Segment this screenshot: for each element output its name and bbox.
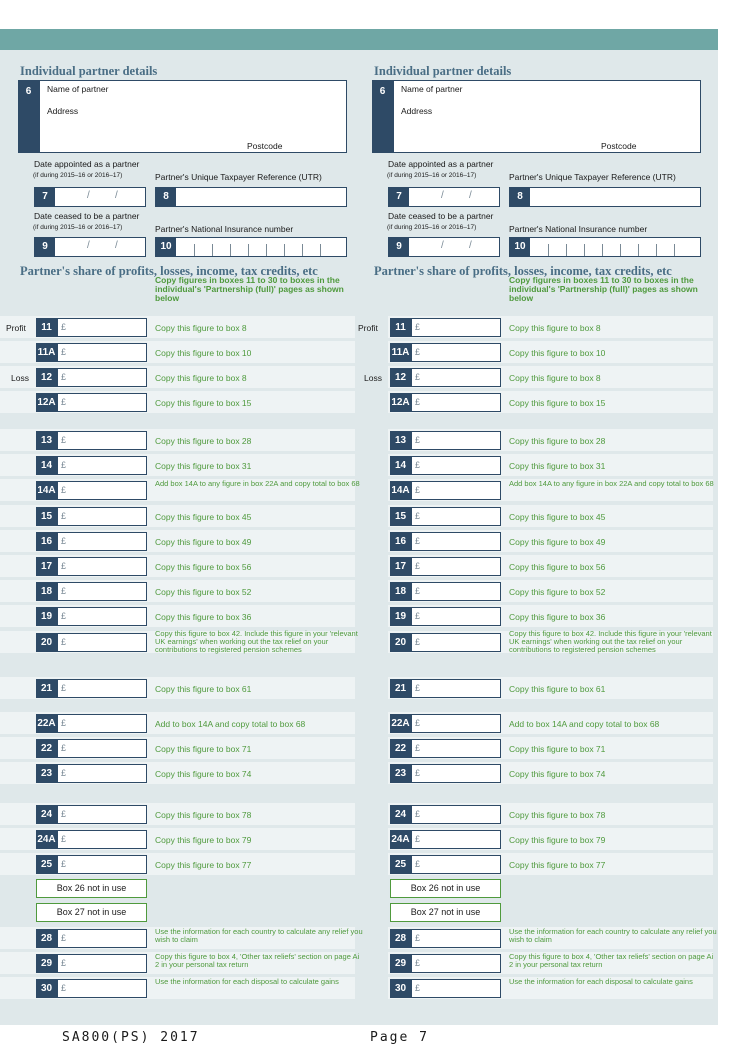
pound-sign: £ — [415, 859, 421, 869]
box-17-number: 17 — [390, 557, 411, 576]
box-21-number: 21 — [390, 679, 411, 698]
box-10-number: 10 — [156, 238, 176, 256]
box-10-number: 10 — [510, 238, 530, 256]
box-28-instruction: Use the information for each country to calculate any relief you wish to claim — [509, 927, 717, 945]
nino-separator — [674, 244, 675, 256]
box-13-amount[interactable] — [411, 431, 501, 450]
box-20-instruction: Copy this figure to box 42. Include this figure in your 'relevant UK earnings' when working out the tax relief on your contributions to registered pension schemes — [155, 629, 358, 655]
box-23-number: 23 — [36, 764, 57, 783]
box-14-number: 14 — [36, 456, 57, 475]
box-19-number: 19 — [390, 607, 411, 626]
box-18-instruction: Copy this figure to box 52 — [509, 587, 606, 597]
box-13-amount[interactable] — [57, 431, 147, 450]
box-29-instruction: Copy this figure to box 4, 'Other tax reliefs' section on page Ai 2 in your personal tax return — [155, 952, 360, 970]
nino-separator — [656, 244, 657, 256]
pound-sign: £ — [415, 435, 421, 445]
pound-sign: £ — [415, 485, 421, 495]
box-12-instruction: Copy this figure to box 8 — [155, 373, 247, 383]
box-22-instruction: Copy this figure to box 71 — [509, 744, 606, 754]
box-14-instruction: Copy this figure to box 31 — [509, 461, 606, 471]
pound-sign: £ — [415, 561, 421, 571]
box-19-number: 19 — [36, 607, 57, 626]
pound-sign: £ — [415, 809, 421, 819]
if-during-note: (if during 2015–16 or 2016–17) — [387, 172, 477, 179]
box-22-number: 22 — [390, 739, 411, 758]
box-24-number: 24 — [390, 805, 411, 824]
box-24A-instruction: Copy this figure to box 79 — [155, 835, 252, 845]
box-9-number: 9 — [389, 238, 409, 256]
nino-field[interactable] — [509, 237, 701, 257]
box-18-amount[interactable] — [411, 582, 501, 601]
box-29-number: 29 — [390, 954, 411, 973]
pound-sign: £ — [61, 637, 67, 647]
box-28-instruction: Use the information for each country to calculate any relief you wish to claim — [155, 927, 363, 945]
box-22-amount[interactable] — [57, 739, 147, 758]
box-16-number: 16 — [36, 532, 57, 551]
pound-sign: £ — [415, 611, 421, 621]
header-bar — [0, 29, 718, 50]
pound-sign: £ — [415, 347, 421, 357]
pound-sign: £ — [415, 743, 421, 753]
box-14A-amount[interactable] — [57, 481, 147, 500]
box-26-not-in-use: Box 26 not in use — [390, 879, 501, 898]
box-25-instruction: Copy this figure to box 77 — [155, 860, 252, 870]
box-11-instruction: Copy this figure to box 8 — [509, 323, 601, 333]
utr-label: Partner's Unique Taxpayer Reference (UTR) — [155, 172, 322, 182]
pound-sign: £ — [61, 561, 67, 571]
pound-sign: £ — [61, 983, 67, 993]
nino-separator — [620, 244, 621, 256]
box-15-amount[interactable] — [411, 507, 501, 526]
form-id: SA800(PS) 2017 — [62, 1030, 200, 1045]
box-17-instruction: Copy this figure to box 56 — [155, 562, 252, 572]
if-during-note: (if during 2015–16 or 2016–17) — [33, 224, 123, 231]
date-separator: / — [87, 190, 90, 201]
box-24-instruction: Copy this figure to box 78 — [155, 810, 252, 820]
box-22-amount[interactable] — [411, 739, 501, 758]
date-ceased-label: Date ceased to be a partner — [34, 211, 140, 221]
box-24A-amount[interactable] — [411, 830, 501, 849]
nino-separator — [566, 244, 567, 256]
pound-sign: £ — [61, 435, 67, 445]
section-title: Individual partner details — [374, 64, 512, 78]
box-19-instruction: Copy this figure to box 36 — [155, 612, 252, 622]
box-12-instruction: Copy this figure to box 8 — [509, 373, 601, 383]
if-during-note: (if during 2015–16 or 2016–17) — [33, 172, 123, 179]
box-22A-number: 22A — [36, 714, 57, 733]
box-11A-instruction: Copy this figure to box 10 — [509, 348, 606, 358]
box-18-number: 18 — [390, 582, 411, 601]
box-13-instruction: Copy this figure to box 28 — [155, 436, 252, 446]
box-12A-amount[interactable] — [57, 393, 147, 412]
pound-sign: £ — [61, 933, 67, 943]
date-appointed-label: Date appointed as a partner — [34, 159, 140, 169]
pound-sign: £ — [61, 743, 67, 753]
pound-sign: £ — [415, 933, 421, 943]
box-14A-amount[interactable] — [411, 481, 501, 500]
box-14A-number: 14A — [36, 481, 57, 500]
box-14-instruction: Copy this figure to box 31 — [155, 461, 252, 471]
pound-sign: £ — [61, 859, 67, 869]
profit-label: Profit — [358, 323, 378, 333]
box-19-amount[interactable] — [411, 607, 501, 626]
share-note: Copy figures in boxes 11 to 30 to boxes in the individual's 'Partnership (full)' pages as shown below — [509, 275, 698, 303]
box-22-instruction: Copy this figure to box 71 — [155, 744, 252, 754]
box-23-amount[interactable] — [57, 764, 147, 783]
box-8-number: 8 — [510, 188, 530, 206]
box-28-number: 28 — [36, 929, 57, 948]
box-8-number: 8 — [156, 188, 176, 206]
box-11-amount[interactable] — [57, 318, 147, 337]
nino-field[interactable] — [155, 237, 347, 257]
box-20-amount[interactable] — [411, 633, 501, 652]
box-28-number: 28 — [390, 929, 411, 948]
box-20-instruction: Copy this figure to box 42. Include this figure in your 'relevant UK earnings' when working out the tax relief on your contributions to registered pension schemes — [509, 629, 712, 655]
box-25-number: 25 — [36, 855, 57, 874]
date-separator: / — [87, 240, 90, 251]
box-16-amount[interactable] — [411, 532, 501, 551]
date-separator: / — [115, 190, 118, 201]
nino-separator — [212, 244, 213, 256]
utr-field[interactable] — [155, 187, 347, 207]
box-17-number: 17 — [36, 557, 57, 576]
address-label: Address — [47, 106, 79, 116]
box-15-instruction: Copy this figure to box 45 — [509, 512, 606, 522]
pound-sign: £ — [415, 511, 421, 521]
pound-sign: £ — [61, 718, 67, 728]
box-20-number: 20 — [36, 633, 57, 652]
box-14A-instruction: Add box 14A to any figure in box 22A and copy total to box 68 — [509, 479, 714, 488]
box-29-amount[interactable] — [57, 954, 147, 973]
box-16-instruction: Copy this figure to box 49 — [509, 537, 606, 547]
name-label: Name of partner — [47, 84, 109, 94]
date-ceased-field[interactable] — [388, 237, 500, 257]
box-16-number: 16 — [390, 532, 411, 551]
nino-separator — [248, 244, 249, 256]
pound-sign: £ — [61, 397, 67, 407]
date-separator: / — [441, 240, 444, 251]
nino-separator — [302, 244, 303, 256]
nino-label: Partner's National Insurance number — [509, 224, 648, 234]
pound-sign: £ — [415, 683, 421, 693]
box-29-instruction: Copy this figure to box 4, 'Other tax reliefs' section on page Ai 2 in your personal tax return — [509, 952, 714, 970]
pound-sign: £ — [61, 460, 67, 470]
box-23-number: 23 — [390, 764, 411, 783]
utr-label: Partner's Unique Taxpayer Reference (UTR) — [509, 172, 676, 182]
nino-separator — [320, 244, 321, 256]
box-11A-amount[interactable] — [57, 343, 147, 362]
box-30-number: 30 — [390, 979, 411, 998]
postcode-label: Postcode — [601, 141, 637, 151]
box-14-amount[interactable] — [411, 456, 501, 475]
box-16-amount[interactable] — [57, 532, 147, 551]
nino-separator — [284, 244, 285, 256]
box-12-number: 12 — [390, 368, 411, 387]
box-30-number: 30 — [36, 979, 57, 998]
box-27-not-in-use: Box 27 not in use — [36, 903, 147, 922]
box-12A-instruction: Copy this figure to box 15 — [509, 398, 606, 408]
box-30-instruction: Use the information for each disposal to calculate gains — [155, 977, 339, 986]
box-24A-instruction: Copy this figure to box 79 — [509, 835, 606, 845]
box-28-amount[interactable] — [411, 929, 501, 948]
box-13-number: 13 — [36, 431, 57, 450]
pound-sign: £ — [61, 511, 67, 521]
box-6-number: 6 — [18, 80, 39, 153]
box-9-number: 9 — [35, 238, 55, 256]
pound-sign: £ — [415, 322, 421, 332]
box-24-amount[interactable] — [411, 805, 501, 824]
date-separator: / — [469, 190, 472, 201]
box-12A-number: 12A — [390, 393, 411, 412]
nino-separator — [638, 244, 639, 256]
box-28-amount[interactable] — [57, 929, 147, 948]
box-23-instruction: Copy this figure to box 74 — [155, 769, 252, 779]
box-23-instruction: Copy this figure to box 74 — [509, 769, 606, 779]
box-30-amount[interactable] — [57, 979, 147, 998]
date-appointed-field[interactable] — [388, 187, 500, 207]
box-20-number: 20 — [390, 633, 411, 652]
box-18-instruction: Copy this figure to box 52 — [155, 587, 252, 597]
box-11-number: 11 — [390, 318, 411, 337]
box-30-amount[interactable] — [411, 979, 501, 998]
box-12A-number: 12A — [36, 393, 57, 412]
box-18-number: 18 — [36, 582, 57, 601]
box-11-number: 11 — [36, 318, 57, 337]
pound-sign: £ — [415, 983, 421, 993]
box-21-instruction: Copy this figure to box 61 — [509, 684, 606, 694]
box-12-amount[interactable] — [57, 368, 147, 387]
box-11-amount[interactable] — [411, 318, 501, 337]
if-during-note: (if during 2015–16 or 2016–17) — [387, 224, 477, 231]
box-7-number: 7 — [389, 188, 409, 206]
share-title: Partner's share of profits, losses, income, tax credits, etc — [374, 264, 672, 278]
box-22A-amount[interactable] — [411, 714, 501, 733]
pound-sign: £ — [61, 683, 67, 693]
pound-sign: £ — [415, 586, 421, 596]
box-22A-instruction: Add to box 14A and copy total to box 68 — [155, 719, 306, 729]
box-21-amount[interactable] — [411, 679, 501, 698]
box-15-amount[interactable] — [57, 507, 147, 526]
share-title: Partner's share of profits, losses, income, tax credits, etc — [20, 264, 318, 278]
pound-sign: £ — [61, 372, 67, 382]
date-separator: / — [115, 240, 118, 251]
date-separator: / — [441, 190, 444, 201]
pound-sign: £ — [61, 611, 67, 621]
box-27-not-in-use: Box 27 not in use — [390, 903, 501, 922]
date-appointed-field[interactable] — [34, 187, 146, 207]
nino-separator — [548, 244, 549, 256]
box-25-number: 25 — [390, 855, 411, 874]
box-18-amount[interactable] — [57, 582, 147, 601]
pound-sign: £ — [61, 485, 67, 495]
box-19-amount[interactable] — [57, 607, 147, 626]
pound-sign: £ — [415, 718, 421, 728]
pound-sign: £ — [61, 322, 67, 332]
address-label: Address — [401, 106, 433, 116]
pound-sign: £ — [415, 637, 421, 647]
pound-sign: £ — [61, 958, 67, 968]
utr-field[interactable] — [509, 187, 701, 207]
pound-sign: £ — [415, 768, 421, 778]
box-13-number: 13 — [390, 431, 411, 450]
pound-sign: £ — [61, 809, 67, 819]
pound-sign: £ — [61, 768, 67, 778]
box-15-instruction: Copy this figure to box 45 — [155, 512, 252, 522]
box-12-amount[interactable] — [411, 368, 501, 387]
pound-sign: £ — [415, 397, 421, 407]
pound-sign: £ — [61, 536, 67, 546]
box-24A-amount[interactable] — [57, 830, 147, 849]
box-11A-number: 11A — [36, 343, 57, 362]
box-6-number: 6 — [372, 80, 393, 153]
box-25-amount[interactable] — [57, 855, 147, 874]
box-7-number: 7 — [35, 188, 55, 206]
pound-sign: £ — [61, 586, 67, 596]
box-12-number: 12 — [36, 368, 57, 387]
box-22A-number: 22A — [390, 714, 411, 733]
section-title: Individual partner details — [20, 64, 158, 78]
nino-separator — [266, 244, 267, 256]
box-24A-number: 24A — [390, 830, 411, 849]
box-21-number: 21 — [36, 679, 57, 698]
box-11-instruction: Copy this figure to box 8 — [155, 323, 247, 333]
box-20-amount[interactable] — [57, 633, 147, 652]
profit-label: Profit — [6, 323, 26, 333]
box-13-instruction: Copy this figure to box 28 — [509, 436, 606, 446]
box-24-instruction: Copy this figure to box 78 — [509, 810, 606, 820]
box-17-instruction: Copy this figure to box 56 — [509, 562, 606, 572]
pound-sign: £ — [415, 958, 421, 968]
box-14A-instruction: Add box 14A to any figure in box 22A and copy total to box 68 — [155, 479, 360, 488]
box-24-amount[interactable] — [57, 805, 147, 824]
nino-separator — [194, 244, 195, 256]
pound-sign: £ — [415, 460, 421, 470]
box-14-number: 14 — [390, 456, 411, 475]
box-11A-amount[interactable] — [411, 343, 501, 362]
pound-sign: £ — [61, 834, 67, 844]
box-29-amount[interactable] — [411, 954, 501, 973]
box-17-amount[interactable] — [57, 557, 147, 576]
date-separator: / — [469, 240, 472, 251]
date-ceased-label: Date ceased to be a partner — [388, 211, 494, 221]
box-14-amount[interactable] — [57, 456, 147, 475]
nino-label: Partner's National Insurance number — [155, 224, 294, 234]
box-24A-number: 24A — [36, 830, 57, 849]
box-21-instruction: Copy this figure to box 61 — [155, 684, 252, 694]
box-12A-amount[interactable] — [411, 393, 501, 412]
box-19-instruction: Copy this figure to box 36 — [509, 612, 606, 622]
nino-separator — [230, 244, 231, 256]
loss-label: Loss — [364, 373, 382, 383]
box-15-number: 15 — [36, 507, 57, 526]
pound-sign: £ — [61, 347, 67, 357]
box-25-instruction: Copy this figure to box 77 — [509, 860, 606, 870]
nino-separator — [584, 244, 585, 256]
pound-sign: £ — [415, 834, 421, 844]
date-ceased-field[interactable] — [34, 237, 146, 257]
pound-sign: £ — [415, 372, 421, 382]
box-21-amount[interactable] — [57, 679, 147, 698]
box-24-number: 24 — [36, 805, 57, 824]
share-note: Copy figures in boxes 11 to 30 to boxes in the individual's 'Partnership (full)' pages as shown below — [155, 275, 344, 303]
box-25-amount[interactable] — [411, 855, 501, 874]
box-23-amount[interactable] — [411, 764, 501, 783]
box-26-not-in-use: Box 26 not in use — [36, 879, 147, 898]
loss-label: Loss — [11, 373, 29, 383]
box-11A-instruction: Copy this figure to box 10 — [155, 348, 252, 358]
box-22-number: 22 — [36, 739, 57, 758]
box-16-instruction: Copy this figure to box 49 — [155, 537, 252, 547]
box-12A-instruction: Copy this figure to box 15 — [155, 398, 252, 408]
postcode-label: Postcode — [247, 141, 283, 151]
box-29-number: 29 — [36, 954, 57, 973]
box-30-instruction: Use the information for each disposal to calculate gains — [509, 977, 693, 986]
box-11A-number: 11A — [390, 343, 411, 362]
box-22A-instruction: Add to box 14A and copy total to box 68 — [509, 719, 660, 729]
date-appointed-label: Date appointed as a partner — [388, 159, 494, 169]
box-22A-amount[interactable] — [57, 714, 147, 733]
box-14A-number: 14A — [390, 481, 411, 500]
pound-sign: £ — [415, 536, 421, 546]
nino-separator — [602, 244, 603, 256]
name-label: Name of partner — [401, 84, 463, 94]
box-15-number: 15 — [390, 507, 411, 526]
box-17-amount[interactable] — [411, 557, 501, 576]
page-number: Page 7 — [370, 1030, 429, 1045]
